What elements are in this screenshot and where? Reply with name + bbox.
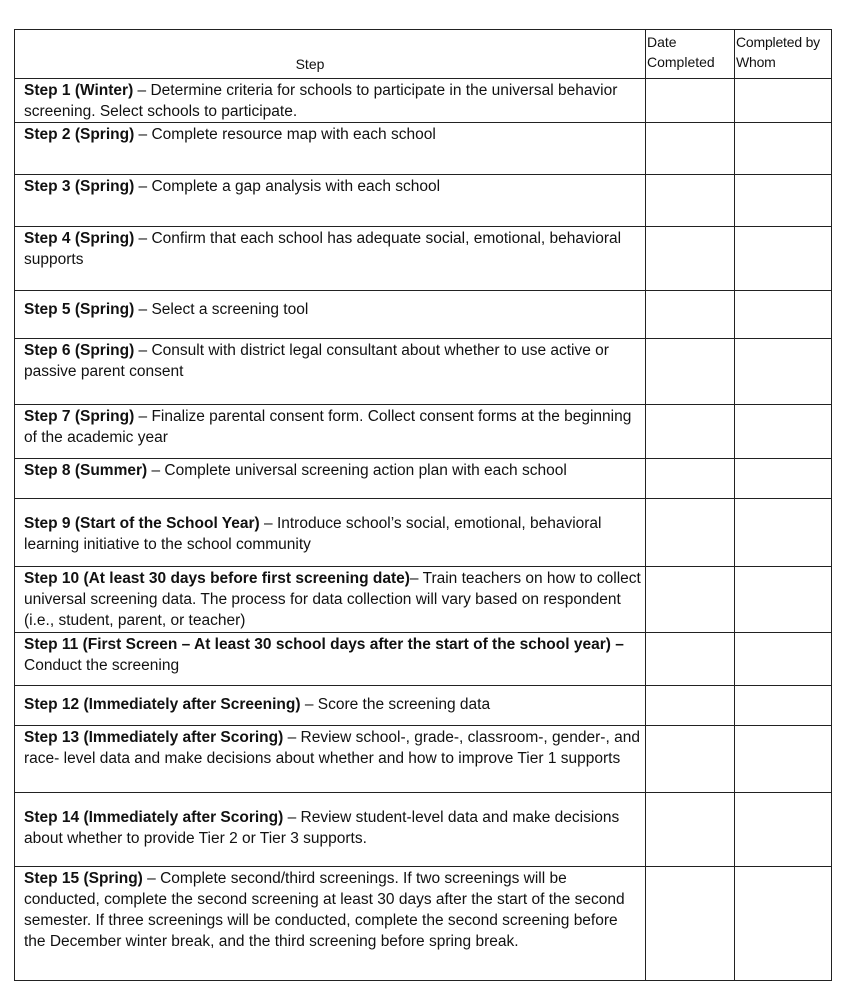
completed-by-cell[interactable] (735, 726, 832, 793)
step-label: Step 10 (At least 30 days before first screening date) (24, 570, 410, 587)
step-text: – Complete universal screening action plan with each school (147, 462, 567, 479)
completed-by-cell[interactable] (735, 459, 832, 499)
date-completed-cell[interactable] (646, 793, 735, 867)
step-cell (15, 123, 646, 175)
date-completed-cell[interactable] (646, 123, 735, 175)
step-label: Step 3 (Spring) (24, 178, 135, 195)
step-label: Step 7 (Spring) (24, 408, 135, 425)
step-label: Step 15 (Spring) (24, 870, 143, 887)
date-completed-cell[interactable] (646, 339, 735, 405)
step-text: – Score the screening data (300, 696, 491, 713)
header-row (15, 30, 832, 79)
completed-by-cell[interactable] (735, 175, 832, 227)
date-completed-cell[interactable] (646, 726, 735, 793)
step-cell (15, 567, 646, 633)
completed-by-cell[interactable] (735, 633, 832, 686)
step-column-header: Step (15, 30, 646, 79)
table-row (15, 123, 832, 175)
table-row (15, 567, 832, 633)
table-row (15, 405, 832, 459)
step-cell (15, 405, 646, 459)
date-completed-cell[interactable] (646, 499, 735, 567)
date-completed-cell[interactable] (646, 227, 735, 291)
step-cell (15, 227, 646, 291)
step-cell (15, 686, 646, 726)
steps-table (14, 29, 832, 981)
step-cell (15, 459, 646, 499)
step-label: Step 6 (Spring) (24, 342, 135, 359)
step-text: – Complete resource map with each school (134, 126, 436, 143)
step-text: – Complete second/third screenings. If two screenings will be conducted, complete the second screening at least 30 days after the start of the second semester. If three screenings will be conducted, complete the second screening before the December winter break, and the third screening before spring break. (24, 870, 625, 950)
step-label: Step 4 (Spring) (24, 230, 135, 247)
completed-by-cell[interactable] (735, 405, 832, 459)
completed-by-cell[interactable] (735, 339, 832, 405)
completed-by-cell[interactable] (735, 123, 832, 175)
table-row (15, 291, 832, 339)
completed-by-cell[interactable] (735, 291, 832, 339)
table-row (15, 79, 832, 123)
date-completed-cell[interactable] (646, 459, 735, 499)
table-row (15, 499, 832, 567)
date-completed-cell[interactable] (646, 175, 735, 227)
completed-by-column-header: Completed by Whom (735, 30, 832, 79)
step-label: Step 5 (Spring) (24, 301, 135, 318)
step-text: – Finalize parental consent form. Collect consent forms at the beginning of the academic year (24, 408, 632, 446)
step-text: – Consult with district legal consultant about whether to use active or passive parent consent (24, 342, 609, 380)
step-text: – Select a screening tool (134, 301, 309, 318)
step-cell (15, 633, 646, 686)
step-label: Step 1 (Winter) (24, 82, 134, 99)
date-completed-column-header: Date Completed (646, 30, 735, 79)
step-text: – Introduce school’s social, emotional, behavioral learning initiative to the school community (24, 515, 602, 553)
step-text: – Train teachers on how to collect universal screening data. The process for data collection will vary based on respondent (i.e., student, parent, or teacher) (24, 570, 641, 629)
step-label: Step 11 (First Screen – At least 30 school days after the start of the school year) – (24, 636, 624, 653)
step-label: Step 13 (Immediately after Scoring) (24, 729, 284, 746)
completed-by-cell[interactable] (735, 79, 832, 123)
table-row (15, 459, 832, 499)
table-row (15, 686, 832, 726)
step-cell (15, 291, 646, 339)
completed-by-cell[interactable] (735, 227, 832, 291)
date-completed-cell[interactable] (646, 405, 735, 459)
table-row (15, 793, 832, 867)
step-label: Step 12 (Immediately after Screening) (24, 696, 301, 713)
date-completed-cell[interactable] (646, 291, 735, 339)
table-row (15, 867, 832, 981)
completed-by-cell[interactable] (735, 793, 832, 867)
date-completed-cell[interactable] (646, 867, 735, 981)
completed-by-cell[interactable] (735, 686, 832, 726)
table-row (15, 175, 832, 227)
step-cell (15, 339, 646, 405)
date-completed-cell[interactable] (646, 567, 735, 633)
step-cell (15, 793, 646, 867)
table-row (15, 633, 832, 686)
date-completed-cell[interactable] (646, 79, 735, 123)
step-label: Step 2 (Spring) (24, 126, 135, 143)
completed-by-cell[interactable] (735, 499, 832, 567)
table-row (15, 227, 832, 291)
table-row (15, 339, 832, 405)
step-text: – Confirm that each school has adequate social, emotional, behavioral supports (24, 230, 622, 268)
step-label: Step 8 (Summer) (24, 462, 148, 479)
step-label: Step 14 (Immediately after Scoring) (24, 809, 284, 826)
step-text: – Review student-level data and make decisions about whether to provide Tier 2 or Tier 3 supports. (24, 809, 620, 847)
step-cell (15, 175, 646, 227)
step-text: Conduct the screening (24, 657, 180, 674)
date-completed-cell[interactable] (646, 633, 735, 686)
completed-by-cell[interactable] (735, 567, 832, 633)
step-text: – Complete a gap analysis with each school (134, 178, 441, 195)
step-text: – Determine criteria for schools to participate in the universal behavior screening. Select schools to participate. (24, 82, 618, 120)
table-row (15, 726, 832, 793)
completed-by-cell[interactable] (735, 867, 832, 981)
date-completed-cell[interactable] (646, 686, 735, 726)
step-cell (15, 867, 646, 981)
step-cell (15, 726, 646, 793)
step-text: – Review school-, grade-, classroom-, gender-, and race- level data and make decisions about whether and how to improve Tier 1 supports (24, 729, 640, 767)
step-cell (15, 499, 646, 567)
step-cell (15, 79, 646, 123)
step-label: Step 9 (Start of the School Year) (24, 515, 260, 532)
